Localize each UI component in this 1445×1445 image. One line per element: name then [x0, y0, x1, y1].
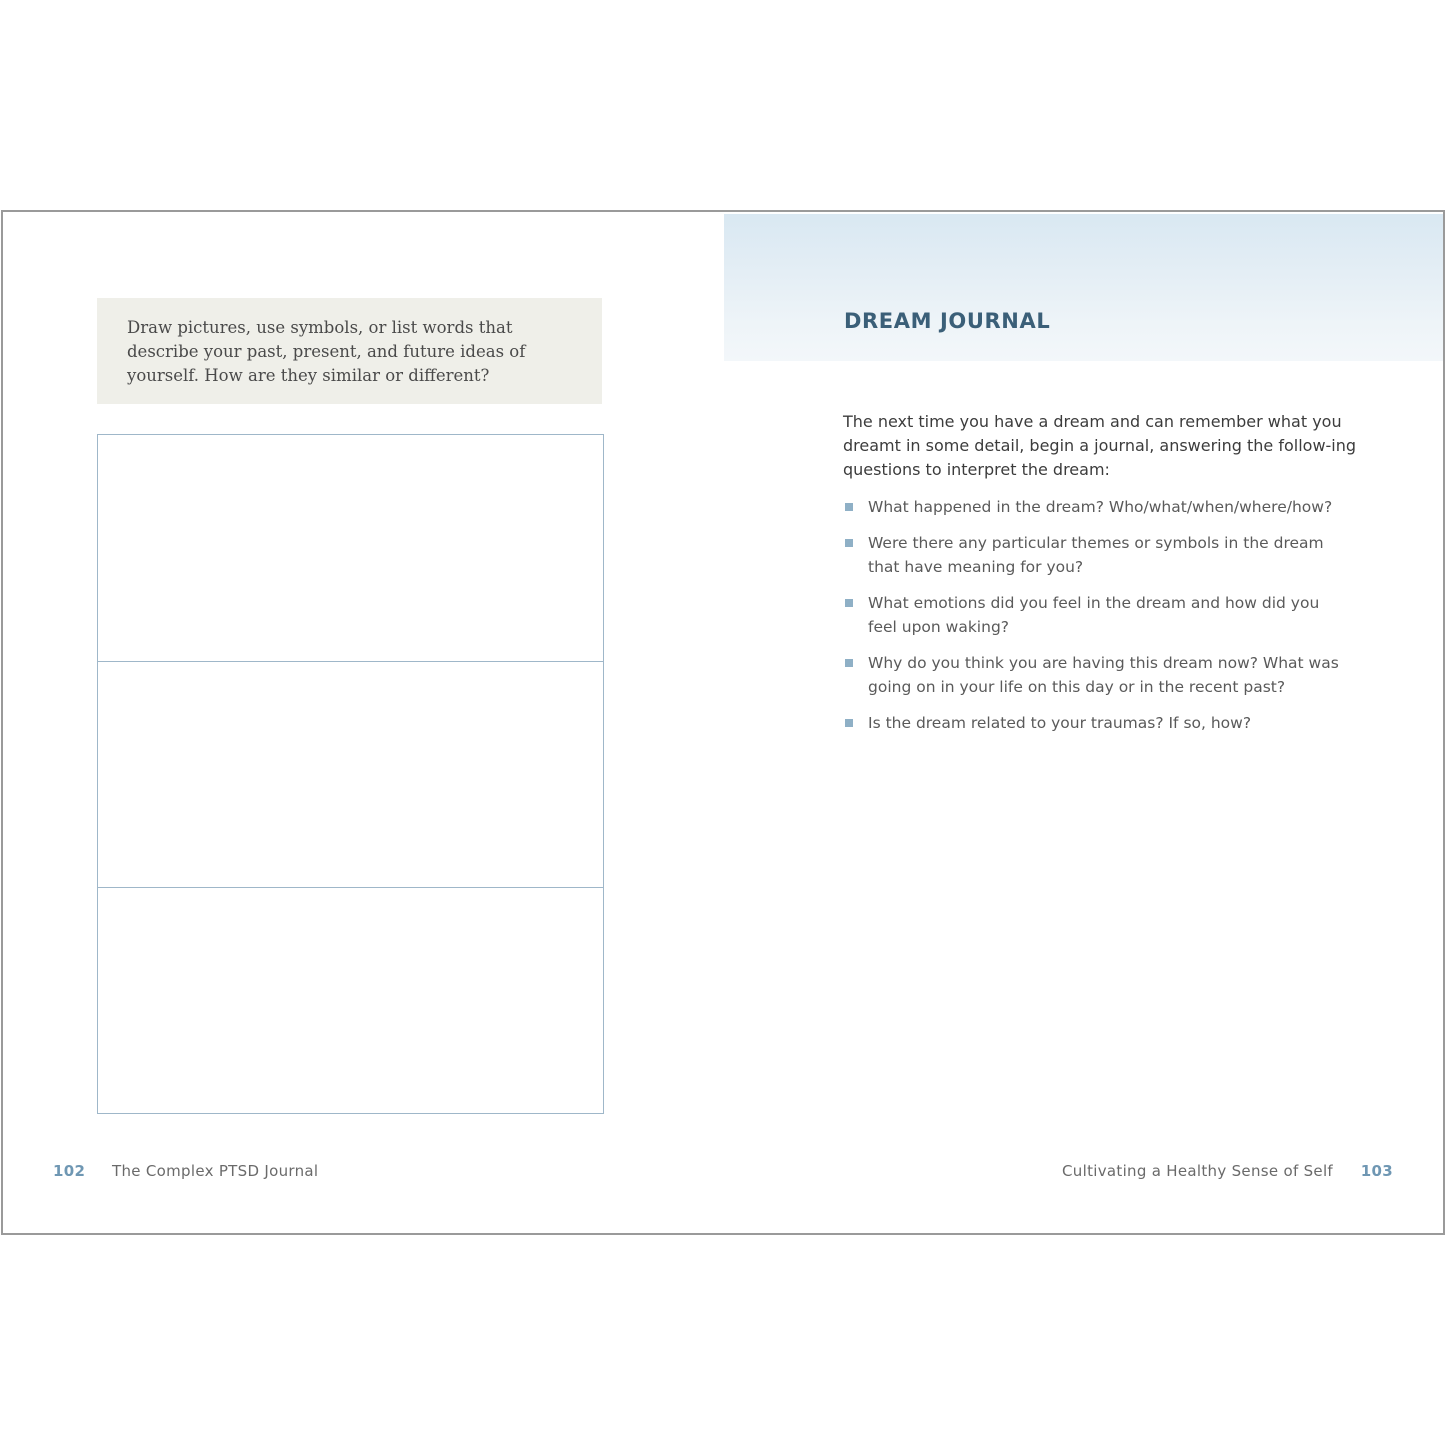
square-bullet-icon [845, 539, 853, 547]
chapter-title-footer: Cultivating a Healthy Sense of Self [1062, 1162, 1333, 1180]
question-text: What happened in the dream? Who/what/when/where/how? [868, 498, 1333, 516]
list-item [843, 591, 1343, 639]
intro-paragraph: The next time you have a dream and can remember what you dreamt in some detail, begin a journal, answering the follow-ing questions to interpret the dream: [843, 412, 1357, 479]
question-text: What emotions did you feel in the dream and how did you feel upon waking? [868, 594, 1320, 636]
frame-divider [98, 887, 603, 888]
frame-divider [98, 661, 603, 662]
prompt-text: Draw pictures, use symbols, or list words that describe your past, present, and future ideas of yourself. How are they similar or different? [127, 318, 526, 385]
square-bullet-icon [845, 719, 853, 727]
section-title: DREAM JOURNAL [844, 309, 1051, 333]
square-bullet-icon [845, 503, 853, 511]
square-bullet-icon [845, 599, 853, 607]
book-title-footer: The Complex PTSD Journal [112, 1162, 319, 1180]
list-item [843, 531, 1343, 579]
square-bullet-icon [845, 659, 853, 667]
sky-banner-image [724, 214, 1445, 361]
question-text: Is the dream related to your traumas? If so, how? [868, 714, 1252, 732]
left-page-number: 102 [53, 1162, 86, 1180]
question-text: Why do you think you are having this dream now? What was going on in your life on this day or in the recent past? [868, 654, 1339, 696]
question-text: Were there any particular themes or symbols in the dream that have meaning for you? [868, 534, 1324, 576]
question-list [843, 495, 1343, 747]
right-page-number: 103 [1360, 1162, 1393, 1180]
list-item [843, 651, 1343, 699]
prompt-box [97, 298, 602, 404]
list-item [843, 711, 1343, 735]
drawing-frame [97, 434, 604, 1114]
book-spread [1, 210, 1445, 1235]
list-item [843, 495, 1343, 519]
